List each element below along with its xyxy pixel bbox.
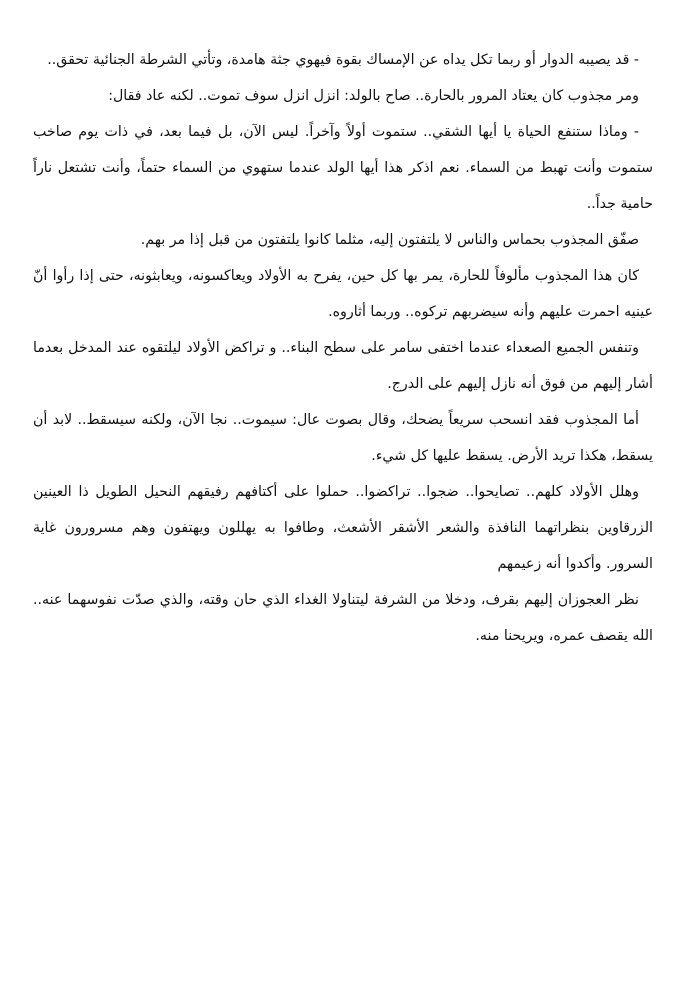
paragraph: - قد يصيبه الدوار أو ربما تكل يداه عن الإمساك بقوة فيهوي جثة هامدة، وتأتي الشرطة الجنائية تحقق.. (47, 52, 639, 68)
document-page (33, 42, 653, 654)
paragraph: وتنفس الجميع الصعداء عندما اختفى سامر على سطح البناء.. و تراكض الأولاد ليلتقوه عند المدخل بعدما أشار إليهم من فوق أنه نازل إليهم على الدرج. (33, 340, 653, 392)
paragraph: نظر العجوزان إليهم بقرف، ودخلا من الشرفة ليتناولا الغداء الذي حان وقته، والذي صدّت نفوسهما عنه.. الله يقصف عمره، ويريحنا منه. (33, 592, 653, 644)
paragraph: صفّق المجذوب بحماس والناس لا يلتفتون إليه، مثلما كانوا يلتفتون من قبل إذا مر بهم. (140, 232, 639, 248)
paragraph: أما المجذوب فقد انسحب سريعاً يضحك، وقال بصوت عال: سيموت.. نجا الآن، ولكنه سيسقط.. لابد أن يسقط، هكذا تريد الأرض. يسقط عليها كل شيء. (33, 412, 653, 464)
paragraph: - وماذا ستنفع الحياة يا أيها الشقي.. ستموت أولاً وآخراً. ليس الآن، بل فيما بعد، في ذات يوم صاخب ستموت وأنت تهبط من السماء. نعم اذكر هذا أيها الولد عندما ستهوي من السماء حتماً، وأنت تشتعل ناراً حامية جداً.. (33, 124, 653, 212)
paragraph: وهلل الأولاد كلهم.. تصايحوا.. ضجوا.. تراكضوا.. حملوا على أكتافهم رفيقهم النحيل الطويل ذا العينين الزرقاوين بنظراتهما النافذة والشعر الأشقر الأشعث، وطافوا به يهللون ويهتفون وهم مسرورون غاية السرور. وأكدوا أنه زعيمهم (33, 484, 653, 572)
paragraph: كان هذا المجذوب مألوفاً للحارة، يمر بها كل حين، يفرح به الأولاد ويعاكسونه، ويعابثونه، حتى إذا رأوا أنّ عينيه احمرت عليهم وأنه سيضربهم تركوه.. وربما أثاروه. (33, 268, 653, 320)
paragraph: ومر مجذوب كان يعتاد المرور بالحارة.. صاح بالولد: انزل انزل سوف تموت.. لكنه عاد فقال: (108, 88, 639, 104)
